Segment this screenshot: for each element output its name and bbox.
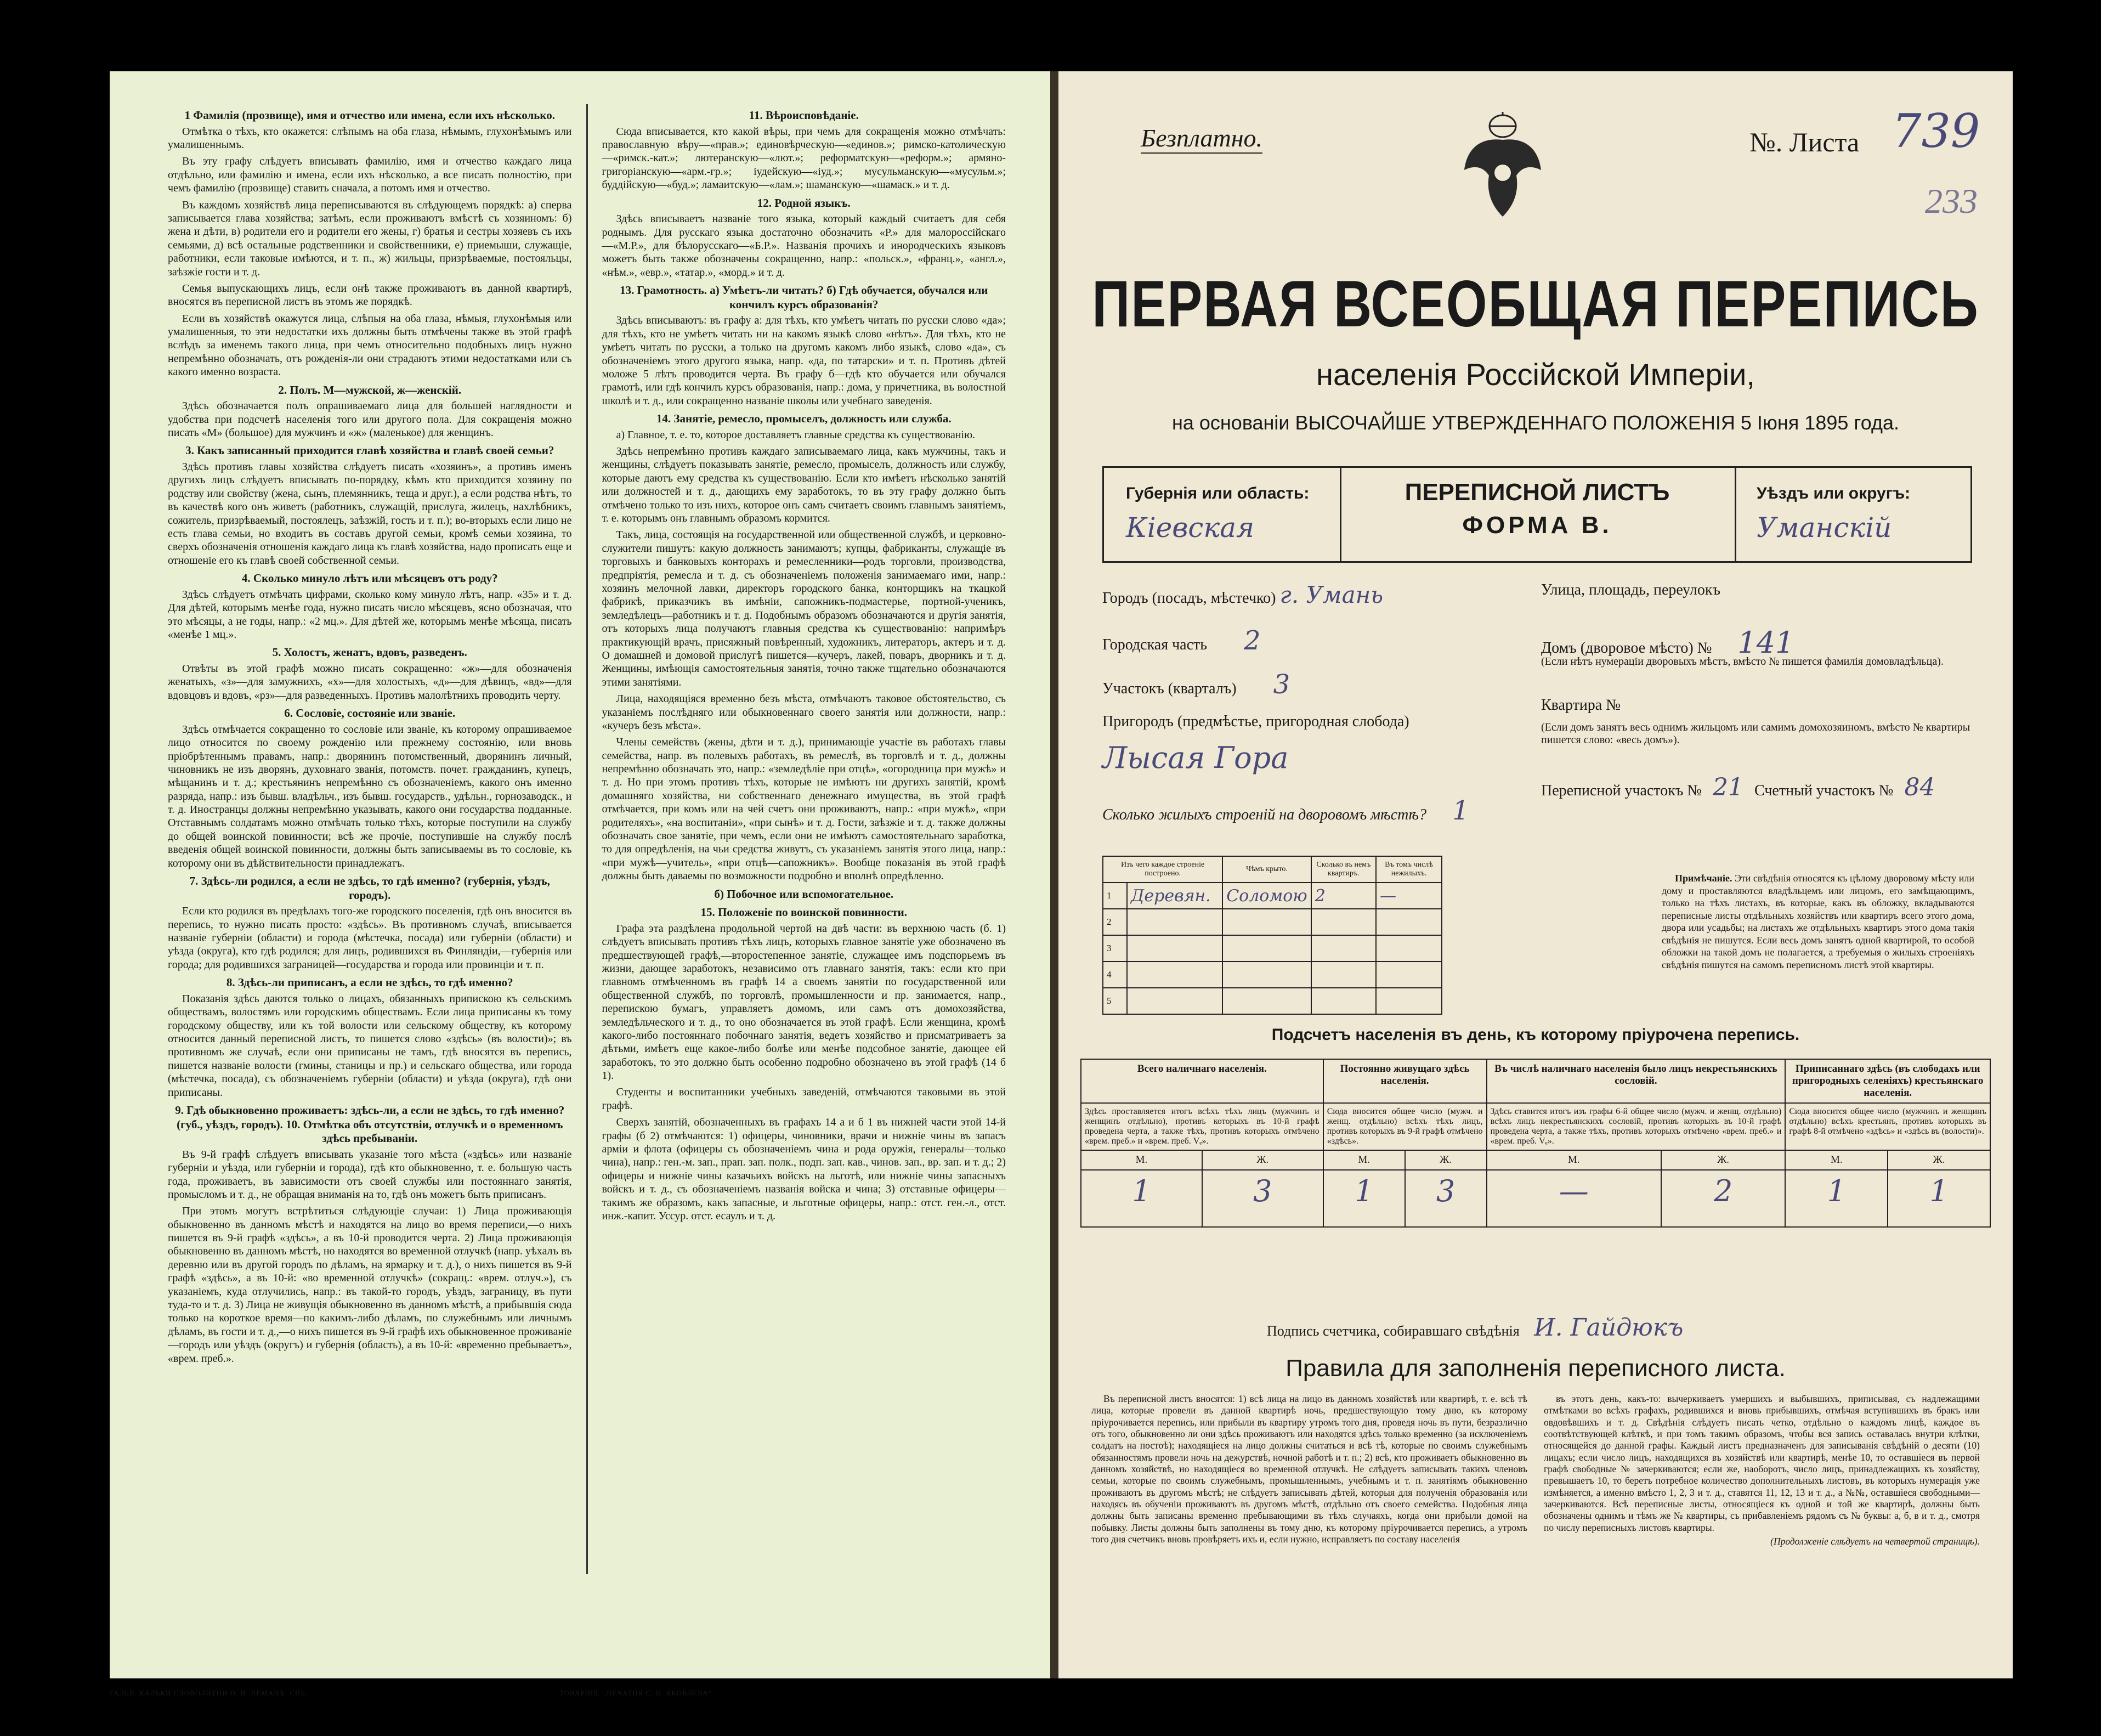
prigorod-value: Лысая Гора [1102,740,1289,775]
sex-column-label: Ж. [1888,1150,1990,1170]
instruction-paragraph: Лица, находящіяся временно безъ мѣста, отмѣчаютъ таковое обстоятельство, съ указаніемъ послѣдняго или обыкновеннаго своего занятія или должности, напр.: «кучеръ безъ мѣста». [602,693,1006,732]
schet-label: Счетный участокъ № [1754,782,1894,799]
instruction-paragraph: Графа эта раздѣлена продольной чертой на двѣ части: въ верхнюю часть (б. 1) слѣдуетъ вписывать противъ тѣхъ лицъ, которыхъ главное занятіе уже обозначено въ предшествующей графѣ,—второстепенное занятіе, служащее имъ подспорьемъ въ жизни, дающее заработокъ, независимо отъ главнаго занятія, такъ: если кто при главномъ отмѣченномъ въ графѣ 14 а своемъ занятіи по государственной или общественной службѣ, по торговлѣ, промышленности и пр. занимается, напр., перепискою бумагъ, управляетъ домомъ, или самъ отъ домохозяйства, земледѣльческого и т. д., то оно обозначается въ этой графѣ. Если женщина, кромѣ какого-либо постояннаго побочнаго занятія, ведетъ хозяйство и присматриваетъ за дѣтьми, имѣетъ еще какое-либо болѣе или менѣе подсобное занятіе, дающее ей заработокъ, то это должно быть особенно подробно обозначено въ этой графѣ (14 б 1). [602,922,1006,1082]
section-heading: 15. Положеніе по воинской повинности. [700,906,908,919]
buildings-row-number: 3 [1103,935,1127,962]
prigorod-label: Пригородъ (предмѣстье, пригородная слобода) [1102,713,1409,730]
instructions-column-2 [586,104,1021,1574]
archive-stamp-number: 233 [1925,182,1978,220]
buildings-cell [1127,935,1222,962]
note-text: Эти свѣдѣнія относятся къ цѣлому дворовому мѣсту или дому и проставляются владѣльцемъ или лицомъ, его замѣщающимъ, только на тѣхъ листахъ, въ которые, какъ въ обложку, вкладываются переписные листы отдѣльныхъ хозяйствъ или квартиръ всего этого дома, двора или усадьбы; на листахъ же отдѣльныхъ квартиръ этого дома такія свѣдѣнія не пишутся. Если весь домъ занятъ одной квартирой, то особой обложки на такой домъ не полагается, а требуемыя о жилыхъ строеніяхъ свѣдѣнія пишутся на самомъ переписномъ листѣ этой квартиры. [1662,873,1974,970]
instruction-paragraph: Если въ хозяйствѣ окажутся лица, слѣпыя на оба глаза, нѣмыя, глухонѣмыя или умалишенныя, то эти недостатки ихъ должны быть отмѣчены также въ этой графѣ вслѣдъ за именемъ такого лица, при чемъ относительно подобныхъ лицъ нужно непремѣнно обозначать, отъ рожденія-ли они страдаютъ этими недостатками или съ какого именно возраста. [168,312,572,378]
section-heading: 4. Сколько минуло лѣтъ или мѣсяцевъ отъ роду? [241,572,498,585]
instruction-paragraph: Въ 9-й графѣ слѣдуетъ вписывать указаніе того мѣста («здѣсь» или названіе губерніи и уѣзда, или губерніи и города), гдѣ кто обыкновенно, т. е. большую часть года, проживаетъ, въ зависимости отъ своей службы или постояннаго занятія, промысломъ и т. д., не обращая вниманія на то, гдѣ онъ можетъ быть приписанъ. [168,1148,572,1201]
buildings-row [1103,935,1442,962]
sex-column-label: М. [1081,1150,1202,1170]
population-header: Въ числѣ наличнаго населенія было лицъ некрестьянскихъ сословій. [1487,1059,1786,1103]
buildings-cell [1127,962,1222,988]
buildings-cell: — [1376,883,1442,909]
dom-note: (Если нѣтъ нумераціи дворовыхъ мѣстъ, вмѣсто № пишется фамилія домовладѣльца). [1541,655,1944,668]
buildings-cell [1311,935,1376,962]
population-header: Всего наличнаго населенія. [1081,1059,1323,1103]
perep-row [1541,773,1935,801]
sex-column-label: М. [1487,1150,1661,1170]
buildings-row [1103,962,1442,988]
section-heading: 8. Здѣсь-ли приписанъ, а если не здѣсь, то гдѣ именно? [226,976,513,989]
instruction-paragraph: Здѣсь вписываетъ названіе того языка, который каждый считаетъ для себя роднымъ. Для русскаго языка достаточно обозначить «Р.» для малороссійскаго—«М.Р.», для бѣлорусскаго—«Б.Р.». Названія прочихъ и инородческихъ языковъ можетъ быть также обозначены сокращенно, напр.: «польск.», «франц.», «англ.», «нѣм.», «евр.», «татар.», «морд.» и т. д. [602,213,1006,279]
section-heading: 5. Холостъ, женатъ, вдовъ, разведенъ. [272,646,467,659]
census-title: ПЕРВАЯ ВСЕОБЩАЯ ПЕРЕПИСЬ [1092,267,1979,341]
instruction-paragraph: Здѣсь обозначается полъ опрашиваемаго лица для большей наглядности и удобства при подсчетѣ населенія того или другого пола. Для сокращенія можно писать «М» (большое) для мужчинъ и «ж» (маленькое) для женщинъ. [168,400,572,439]
buildings-row [1103,988,1442,1014]
instruction-paragraph: Студенты и воспитанники учебныхъ заведеній, отмѣчаются таковыми въ этой графѣ. [602,1086,1006,1112]
population-count: 1 [1081,1170,1202,1227]
dom-row [1541,625,1794,660]
instructions-column-1 [154,104,586,1574]
rules-title: Правила для заполненія переписного листа. [1285,1355,1786,1382]
guberniya-value: Кіевская [1126,512,1255,544]
instruction-paragraph: Такъ, лица, состоящія на государственной или общественной службѣ, и церковно-служители пишутъ: какую должность занимаютъ; купцы, фабриканты, служащіе въ торговыхъ и банковыхъ конторахъ и ремесленники—родъ торговли, производства, предпріятія, ремесла и т. д. съ обозначеніемъ положенія занимаемаго ими, напр.: хозяинъ мелочной лавки, директоръ городского банка, конторщикъ на ткацкой фабрикѣ, приказчикъ въ имѣніи, сапожникъ-подмастерье, портной-ученикъ, земледѣлецъ—работникъ и т. д. Подобнымъ образомъ обозначаются и другія занятія, отъ которыхъ лица получаютъ главныя средства къ существованію: напримѣръ практикующій врачъ, присяжный повѣренный, художникъ, литераторъ, актеръ и т. д. О домашней и домовой прислугѣ пишется—кучеръ, лакей, поваръ, дворникъ и т. д. Женщины, имѣющія самостоятельныя занятія, точно также тщательно обозначаются этими занятіями. [602,529,1006,688]
instruction-paragraph: Здѣсь отмѣчается сокращенно то сословіе или званіе, къ которому опрашиваемое лицо относится по своему рожденію или прежнему состоянію, или вновь пріобрѣтеннымъ правамъ, напр.: дворянинъ потомственный, дворянинъ личный, чиновникъ не изъ дворянъ, духовнаго званія, потомств. почет. гражданинъ, купецъ, мѣщанинъ и т. д.; крестьянинъ непремѣнно съ обозначеніемъ, какого онъ именно разряда, напр.: изъ бывш. владѣльч., изъ бывш. государств., удѣльн., горнозаводск., и т. д. Иностранцы должны непремѣнно указывать, какого они государства подданные. Отставнымъ солдатамъ можно отмѣчать только тѣхъ, которые поступили на службу до общей воинской повинности; всѣ же прочіе, поступившіе на службу послѣ введенія общей воинской повинности, должны быть записываемы въ то сословіе, къ которому они въ дѣйствительности принадлежатъ. [168,723,572,869]
buildings-row [1103,883,1442,909]
population-header: Постоянно живущаго здѣсь населенія. [1323,1059,1487,1103]
population-count: 3 [1202,1170,1323,1227]
buildings-cell [1222,909,1311,935]
buildings-cell [1311,909,1376,935]
chast-row [1102,625,1261,656]
chast-value: 2 [1244,625,1261,656]
prigorod-row [1102,713,1409,731]
population-count: 2 [1661,1170,1785,1227]
buildings-cell [1311,988,1376,1014]
buildings-cell [1376,962,1442,988]
signature-value: И. Гайдюкъ [1534,1314,1684,1342]
double-headed-eagle-crest-icon [1459,110,1547,219]
sex-column-label: Ж. [1202,1150,1323,1170]
buildings-row [1103,909,1442,935]
uchastok-value: 3 [1273,669,1290,700]
population-description: Сюда вносится общее число (мужчинъ и женщинъ отдѣльно) всѣхъ крестьянъ, противъ которыхъ въ графѣ 8-й отмѣчено «здѣсь» и «здѣсь въ (волости)». [1785,1103,1990,1150]
instruction-paragraph: Въ эту графу слѣдуетъ вписывать фамилію, имя и отчество каждаго лица отдѣльно, или фамилію и имена, если ихъ нѣсколько, а все писать полностію, при чемъ фамилію (прозвище) ставить сначала, а потомъ имя и отчество. [168,155,572,195]
population-count: 1 [1323,1170,1405,1227]
buildings-header-nonresidential: Въ томъ числѣ нежилыхъ. [1376,856,1442,883]
form-header-box [1102,466,1972,563]
instruction-paragraph: Здѣсь противъ главы хозяйства слѣдуетъ писать «хозяинъ», а противъ именъ другихъ лицъ слѣдуетъ вписывать по-порядку, кѣмъ кто приходится хозяину по родству или свойству (жена, сынъ, племянникъ, теща и друг.), а если родства нѣтъ, то въ качествѣ кого онъ живетъ (работникъ, служащій, прислуга, жилецъ, нахлѣбникъ, сожитель, призрѣваемый, постоялецъ, заѣзжій, гость и т. п.); во-вторыхъ если лицо не есть глава семьи, но входитъ въ составъ другой семьи, кромѣ семьи хозяина, то сверхъ обозначенія отношенія каждаго лица къ главѣ хозяйства, надо прописать еще и отношеніе его къ главѣ своей собственной семьи. [168,461,572,567]
form-title: ПЕРЕПИСНОЙ ЛИСТЪ [1405,479,1670,506]
right-page [1058,71,2013,1678]
instruction-paragraph: Здѣсь слѣдуетъ отмѣчать цифрами, сколько кому минуло лѣтъ, напр. «35» и т. д. Для дѣтей, которымъ менѣе года, нужно писать число мѣсяцевъ, ясно обозначая, что это мѣсяцы, а не годы, напр.: «2 мц.». Для дѣтей же, которымъ менѣе мѣсяца, писать «менѣе 1 мц.». [168,588,572,641]
uchastok-label: Участокъ (кварталъ) [1102,680,1237,697]
population-count: 1 [1785,1170,1888,1227]
population-description: Здѣсь проставляется итогъ всѣхъ тѣхъ лицъ (мужчинъ и женщинъ отдѣльно), противъ которыхъ въ 10-й графѣ проведена черта, а также тѣхъ, противъ которыхъ отмѣчено «врем. преб.» и «врем. преб. Vₑ». [1081,1103,1323,1150]
instruction-paragraph: Если кто родился въ предѣлахъ того-же городского поселенія, гдѣ онъ вносится въ перепись, то нужно писать просто: «здѣсь». Въ противномъ случаѣ, вписывается названіе губерніи (области) и города (мѣстечка, посада) или губерніи (области) и уѣзда (округа), кто гдѣ родился; для лицъ, родившихся въ Финляндіи,—губернія или города; для родившихся заграницей—государства и города или провинціи и т. п. [168,905,572,971]
rules-continue: (Продолженіе слѣдуетъ на четвертой страницѣ). [1770,1536,1980,1547]
buildings-row-number: 2 [1103,909,1127,935]
kvartira-note: (Если домъ занятъ весь однимъ жильцомъ или самимъ домохозяиномъ, вмѣсто № квартиры пишется слово: «весь домъ»). [1541,721,1970,746]
sex-column-label: Ж. [1661,1150,1785,1170]
section-heading: 6. Сословіе, состояніе или званіе. [284,706,456,720]
kvartira-label: Квартира № [1541,697,1621,714]
rules-col-2: въ этотъ день, какъ-то: вычеркиваетъ умершихъ и выбывшихъ, приписывая, съ надлежащими отмѣтками во всѣхъ графахъ, родившихся и вновь прибывшихъ, отмѣчая вступившихъ въ бракъ или овдовѣвшихъ и т. д. Свѣдѣнія слѣдуетъ писать четко, отдѣльно о каждомъ лицѣ, каждое въ соотвѣтствующей клѣткѣ, и при томъ такимъ образомъ, чтобы вся запись оставалась внутри клѣтки, относящейся до данной графы. Каждый листъ предназначенъ для записыванія свѣдѣній о десяти (10) лицахъ; если число лицъ, находящихся въ хозяйствѣ или квартирѣ, менѣе 10, то оставшіеся въ первой графѣ свободные № зачеркиваются; если же, наоборотъ, число лицъ, принадлежащихъ къ хозяйству, превышаетъ 10, то беретъ потребное количество дополнительныхъ листовъ, въ которыхъ нумерація уже измѣняется, а именно вмѣсто 1, 2, 3 и т. д., ставятся 11, 12, 13 и т. д., а №№, оставшіеся свободными—зачеркиваются. Всѣ переписные листы, относящіеся къ одной и той же квартирѣ, должны быть обозначены однимъ и тѣмъ же № квартиры, съ прибавленіемъ рядомъ съ № буквы: а, б, в и т. д., смотря по числу переписныхъ листовъ квартиры. [1544,1393,1980,1533]
census-basis: на основаніи ВЫСОЧАЙШЕ УТВЕРЖДЕННАГО ПОЛОЖЕНІЯ 5 Іюня 1895 года. [1171,411,1899,434]
sex-column-label: Ж. [1405,1150,1487,1170]
buildings-row-number: 4 [1103,962,1127,988]
sex-column-label: М. [1323,1150,1405,1170]
buildings-cell [1127,988,1222,1014]
section-heading: 2. Полъ. М—мужской, ж—женскій. [278,383,462,397]
population-count: 3 [1405,1170,1487,1227]
instruction-paragraph: а) Главное, т. е. то, которое доставляетъ главные средства къ существованію. [616,428,976,441]
buildings-cell: Соломою [1222,883,1311,909]
instruction-paragraph: Здѣсь вписываютъ: въ графу а: для тѣхъ, кто умѣетъ читать по русски слово «да»; для тѣхъ, кто не умѣетъ читать ни на какомъ языкѣ слово «нѣтъ». Для тѣхъ, кто не умѣетъ читать по русски, а только на другомъ какомъ либо языкѣ, слово «да», съ обозначеніемъ этого другого языка, напр. «да, по татарски» и т. п. Противъ дѣтей моложе 5 лѣтъ проводится черта. Въ графу б—гдѣ кто обучается или обучался грамотѣ, или гдѣ кончилъ курсъ образованія, напр.: дома, у причетника, въ волостной школѣ и т. д., или сокращенно названіе школы или учебнаго заведенія. [602,314,1006,407]
buildings-row-number: 1 [1103,883,1127,909]
section-heading: 3. Какъ записанный приходится главѣ хозяйства и главѣ своей семьи? [185,444,554,457]
instruction-paragraph: Въ каждомъ хозяйствѣ лица переписываются въ слѣдующемъ порядкѣ: а) сперва записывается глава хозяйства; затѣмъ, если проживаютъ вмѣстѣ съ хозяиномъ: б) жена и дѣти, в) родители его и родители его жены, г) братья и сестры хозяевъ съ ихъ семьями, д) всѣ остальные родственники и свойственники, е) приемыши, служащіе, работники, если таковые имѣются, и т. п., ж) жильцы, призрѣваемые, постояльцы, заѣзжіе гости и т. д. [168,199,572,278]
guberniya-label: Губернія или область: [1126,484,1310,502]
dom-label: Домъ (дворовое мѣсто) № [1541,640,1712,657]
instruction-paragraph: Сюда вписывается, кто какой вѣры, при чемъ для сокращенія можно отмѣчать: православную вѣру—«прав.»; единовѣрческую—«единов.»; римско-католическую—«римск.-кат.»; лютеранскую—«лют.»; реформатскую—«реформ.»; армяно-григоріанскую—«арм.-гр.»; іудейскую—«іуд.»; мусульманскую—«мусульм.»; буддійскую—«буд.»; ламаитскую—«лам.»; шаманскую—«шамаск.» и т. д. [602,125,1006,191]
sheet-number-value: 739 [1892,104,1980,158]
section-heading: 12. Родной языкъ. [757,196,851,210]
rules-col-1: Въ переписной листъ вносятся: 1) всѣ лица на лицо въ данномъ хозяйствѣ или квартирѣ, т. е. всѣ тѣ лица, которые провели въ данной квартирѣ ночь, предшествующую тому дню, къ которому пріурочивается перепись, или прибыли въ квартиру утромъ того дня, проведя ночь въ пути, безразлично отъ того, обыкновенно ли они здѣсь проживаютъ или находятся здѣсь только временно (за исключеніемъ солдатъ на постоѣ); находящіеся на лицо должны считаться и всѣ тѣ, которые по своимъ служебнымъ обязанностямъ провели ночь на дежурствѣ, ночной работѣ и т. п.; 2) всѣ, кто проживаетъ обыкновенно въ данномъ хозяйствѣ, но находящіеся во временной отлучкѣ. Не слѣдуетъ записывать такихъ членовъ семьи, которые по своимъ служебнымъ, промышленнымъ, учебнымъ и т. п. занятіямъ обыкновенно проживаютъ въ другомъ мѣстѣ; не слѣдуетъ записывать дѣтей, которыя для полученія образованія или находясь въ обученіи проживаютъ въ другомъ мѣстѣ, отдѣльно отъ своего семейства. Подобныя лица должны быть записаны временно пребывающими въ тѣхъ случаяхъ, когда они прибыли домой на побывку. Листы должны быть заполнены въ тому дню, къ которому пріурочивается перепись, а утромъ того дня счетчикъ вновь провѣряетъ ихъ и, если нужно, исправляетъ по составу населенія [1091,1393,1527,1545]
gorod-row [1102,581,1383,608]
instruction-paragraph: Члены семействъ (жены, дѣти и т. д.), принимающіе участіе въ работахъ главы семейства, напр. въ полевыхъ работахъ, въ ремеслѣ, въ торговлѣ и т. д., должны непремѣнно обозначать это, напр.: «земледѣліе при отцѣ», «огородница при мужѣ» и т. д. Но при этомъ противъ тѣхъ, которые не имѣютъ ни другихъ занятій, кромѣ домашняго хозяйства, ни собственнаго денежнаго имущества, въ этой графѣ отмѣчается, при комъ или на чей счетъ они проживаютъ, напр.: «при мужѣ», «при родителяхъ», «на воспитаніи», «при сынѣ» и т. д. Гости, заѣзжіе и т. д. также должны обозначать свое занятіе, при чемъ, если они не имѣютъ самостоятельнаго заработка, то для опредѣленія, на чьи средства живутъ, съ указаніемъ занятія этого лица, напр.: «при мужѣ—учитель», «при отцѣ—сапожникъ». Вообще показанія въ этой графѣ должны быть даваемы по возможности подробно и вполнѣ опредѣленно. [602,736,1006,883]
instruction-paragraph: Отвѣты въ этой графѣ можно писать сокращенно: «ж»—для обозначенія женатыхъ, «з»—для замужнихъ, «х»—для холостыхъ, «д»—для дѣвицъ, «вд»—для вдовцовъ и вдовъ, «рз»—для разведенныхъ. Противъ малолѣтнихъ проводить черту. [168,662,572,702]
instruction-paragraph: Отмѣтка о тѣхъ, кто окажется: слѣпымъ на оба глаза, нѣмымъ, глухонѣмымъ или умалишеннымъ. [168,125,572,151]
buildings-cell [1222,935,1311,962]
population-count: 1 [1888,1170,1990,1227]
buildings-header-material: Изъ чего каждое строеніе построено. [1103,856,1222,883]
population-count: — [1487,1170,1661,1227]
buildings-cell [1311,962,1376,988]
population-description: Здѣсь ставится итогъ изъ графы 6-й общее число (мужч. и женщ. отдѣльно) всѣхъ лицъ некрестьянскихъ сословій, противъ которыхъ въ 10-й графѣ проведена черта, а также тѣхъ, противъ которыхъ отмѣчено «врем. преб.» и «врем. преб. Vₑ». [1487,1103,1786,1150]
free-label: Безплатно. [1141,123,1262,154]
section-heading: 14. Занятіе, ремесло, промыселъ, должность или служба. [656,412,952,426]
uezd-value: Уманскій [1757,512,1892,544]
perep-label: Переписной участокъ № [1541,782,1702,799]
printer-footer-left: ГАЛЬВ. КАЛЬКИ СЛОВОЛИТНИ О. И. ЛЕМАНЪ, СПБ. [110,1689,308,1697]
instruction-paragraph: Сверхъ занятій, обозначенныхъ въ графахъ 14 а и б 1 въ нижней части этой 14-й графы (б 2) отмѣчаются: 1) офицеры, чиновники, врачи и нижніе чины въ запасъ арміи и флота (офицеры съ обозначеніемъ чина и рода оружія, генералы—только чина), напр.: ген.-м. зап., прап. зап. полк., подп. зап. кав., чинов. зап., вр. зап. и т. д.; 2) офицеры и нижніе чины казачьихъ войскъ на льготѣ, или нижніе чины запасныхъ войскъ и т. д., съ обозначеніемъ названія войска и чина; 3) отставные офицеры—такимъ же образомъ, какъ запасные, и льготные офицеры, напр.: отст. ген.-л., отст. инж.-капит. Уссур. отст. есаулъ и т. д. [602,1116,1006,1222]
buildings-cell [1222,962,1311,988]
signature-label: Подпись счетчика, собиравшаго свѣдѣнія [1267,1323,1520,1339]
census-subtitle: населенія Россійской Имперіи, [1316,357,1755,392]
section-heading: 11. Вѣроисповѣданіе. [749,109,859,122]
instruction-paragraph: Семья выпускающихъ лицъ, если онѣ также проживаютъ въ данной квартирѣ, вносятся въ переписной листъ въ этомъ же порядкѣ. [168,282,572,308]
buildings-header-flats: Сколько въ немъ квартиръ. [1311,856,1376,883]
section-heading: 13. Грамотность. а) Умѣетъ-ли читать? б) Гдѣ обучается, обучался или кончилъ курсъ образованія? [620,284,988,311]
buildings-cell: Деревян. [1127,883,1222,909]
population-description: Сюда вносится общее число (мужч. и женщ. отдѣльно) всѣхъ тѣхъ лицъ, противъ которыхъ въ 9-й графѣ отмѣчено «здѣсь». [1323,1103,1487,1150]
rules-text [1091,1393,1980,1550]
instruction-paragraph: Здѣсь непремѣнно противъ каждаго записываемаго лица, какъ мужчины, такъ и женщины, слѣдуетъ показывать занятіе, ремесло, промыселъ, должность или службу, которые даютъ ему средства къ существованію. Если кто имѣетъ нѣсколько занятій или должностей и т. д., дающихъ ему заработокъ, то въ эту графу должно быть отмѣчено только то изъ нихъ, которое онъ самъ считаетъ своимъ главнымъ занятіемъ, т. е. которымъ онъ главнымъ образомъ кормится. [602,445,1006,525]
buildings-table [1102,856,1442,1015]
ulitsa-row [1541,581,1720,599]
instruction-paragraph: Показанія здѣсь даются только о лицахъ, обязанныхъ припискою къ сельскимъ обществамъ, волостямъ или городскимъ обществамъ. Если лица приписаны къ тому городскому обществу, или къ той волости или сельскому обществу, къ которому относится данный переписной листъ, то пишется слово «здѣсь» (въ волости)»; въ противномъ же случаѣ, если они приписаны не тамъ, гдѣ вносятся въ перепись, пишется названіе волости (гмины, станицы и пр.) и сельскаго общества, или города (мѣстечка, посада), съ обозначеніемъ губерніи (области) и уѣзда (округа), гдѣ они приписаны. [168,992,572,1099]
zhilye-label: Сколько жилыхъ строеній на дворовомъ мѣстѣ? [1102,806,1427,823]
sex-column-label: М. [1785,1150,1888,1170]
section-heading: 7. Здѣсь-ли родился, а если не здѣсь, то гдѣ именно? (губернія, уѣздъ, городъ). [189,874,550,902]
chast-label: Городская часть [1102,636,1208,653]
buildings-cell [1376,935,1442,962]
buildings-header-roof: Чѣмъ крыто. [1222,856,1311,883]
section-heading: 9. Гдѣ обыкновенно проживаетъ: здѣсь-ли, а если не здѣсь, то гдѣ именно? (губ., уѣздъ, городъ). 10. Отмѣтка объ отсутствіи, отлучкѣ и о временномъ здѣсь пребываніи. [175,1103,565,1145]
buildings-cell [1222,988,1311,1014]
buildings-cell [1127,909,1222,935]
schet-value: 84 [1904,773,1935,801]
population-header: Приписаннаго здѣсь (въ слободахъ или пригородныхъ селеніяхъ) крестьянскаго населенія. [1785,1059,1990,1103]
population-table [1080,1059,1991,1228]
uezd-label: Уѣздъ или округъ: [1757,484,1911,502]
ulitsa-label: Улица, площадь, переулокъ [1541,581,1720,598]
form-letter: ФОРМА В. [1462,512,1612,539]
zhilye-row [1102,795,1469,826]
printer-footer-right: ТОВАРИЩ. „ПЕЧАТНЯ С. П. ЯКОВЛЕВА“. [559,1689,715,1697]
sheet-number-label: №. Листа [1749,127,1860,157]
instruction-paragraph: При этомъ могутъ встрѣтиться слѣдующіе случаи: 1) Лица проживающія обыкновенно въ данномъ мѣстѣ и находятся на лицо во время переписи,—о нихъ пишется въ 9-й графѣ «здѣсь», а въ 10-й проводится черта. 2) Лица проживающія обыкновенно въ данномъ мѣстѣ, но находятся во временной отлучкѣ (напр. уѣхалъ въ деревню или въ другой городъ по дѣламъ, на ярмарку и т. д.), о нихъ пишется въ 9-й графѣ «здѣсь», а въ 10-й: «во временной отлучкѣ» (сокращ.: «врем. отлуч.»), съ указаніемъ, куда отлучились, напр.: въ такой-то городъ, уѣздъ, заграницу, въ пути туда-то и т. д. 3) Лица не живущія обыкновенно въ данномъ мѣстѣ, а прибывшія сюда только на короткое время—по какимъ-либо дѣламъ, по служебнымъ или личнымъ дѣламъ, въ гости и т. д.,—о нихъ пишется въ 9-й графѣ ихъ обыкновенное проживаніе—городъ или уѣздъ (округъ) и губернія (область), а въ 10-й: «временно пребываетъ», «врем. преб.». [168,1205,572,1365]
uchastok-row [1102,669,1290,700]
buildings-cell [1376,909,1442,935]
podschet-title: Подсчетъ населенія въ день, къ которому пріурочена перепись. [1271,1026,1800,1044]
section-heading: б) Побочное или вспомогательное. [714,887,894,901]
note-block [1662,872,1974,971]
signature-row [1267,1314,1683,1342]
perep-value: 21 [1713,773,1744,801]
note-label: Примѣчаніе. [1675,873,1732,884]
left-page [110,71,1053,1678]
buildings-cell: 2 [1311,883,1376,909]
buildings-row-number: 5 [1103,988,1127,1014]
zhilye-value: 1 [1452,795,1469,826]
gorod-label: Городъ (посадъ, мѣстечко) [1102,590,1276,607]
gorod-value: г. Умань [1279,581,1384,608]
buildings-cell [1376,988,1442,1014]
section-heading: 1 Фамилія (прозвище), имя и отчество или имена, если ихъ нѣсколько. [184,109,555,122]
dom-value: 141 [1737,625,1794,660]
